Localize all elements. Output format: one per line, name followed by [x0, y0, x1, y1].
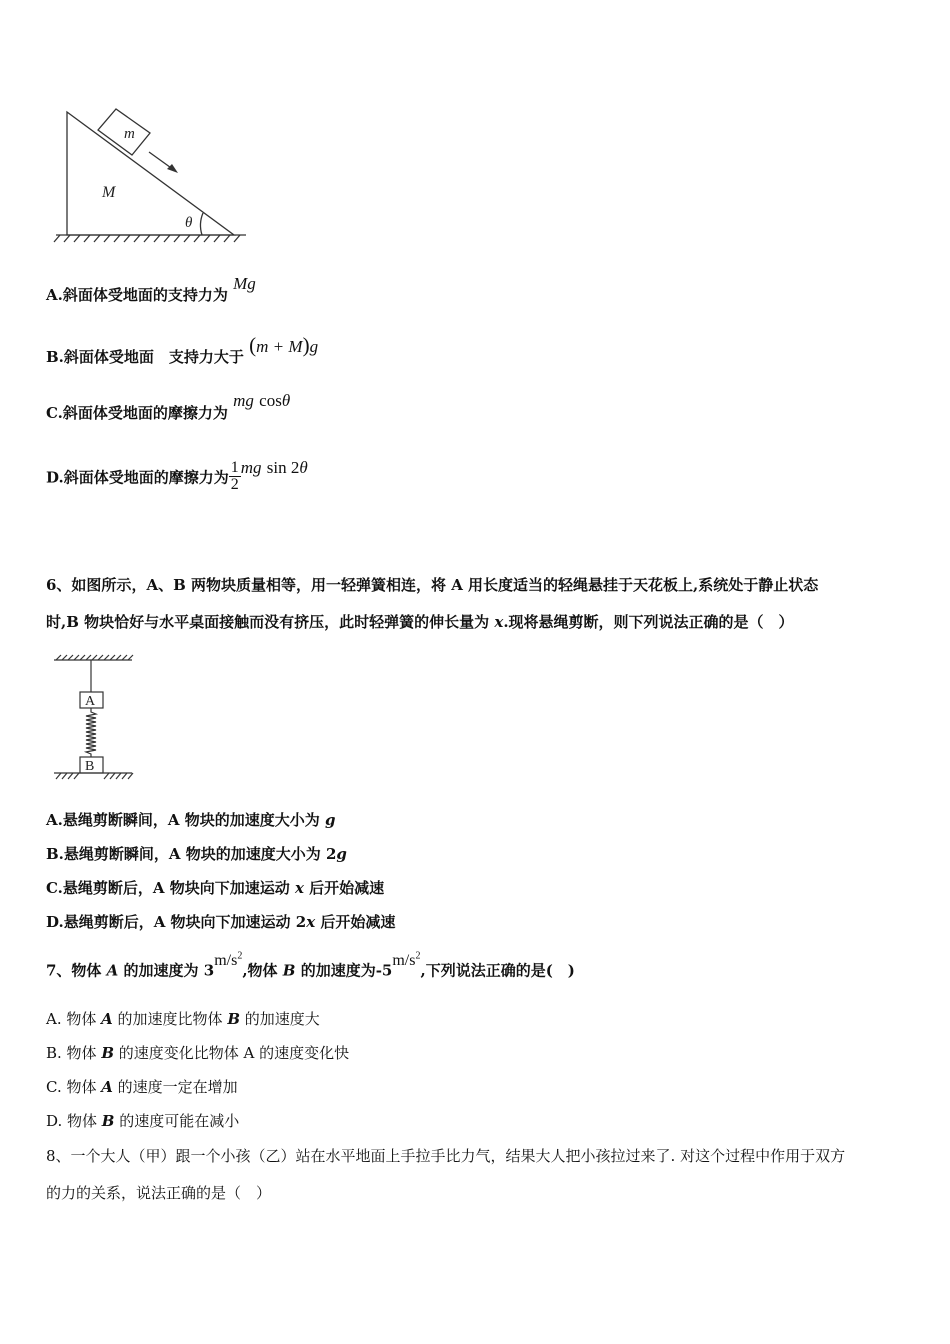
q5-option-d: D.斜面体受地面的摩擦力为 $\frac{1}{2}$ mg sin 2θ	[46, 457, 308, 493]
incline-wedge	[67, 112, 234, 235]
q6-option-b: B.悬绳剪断瞬间，A 物块的加速度大小为 2g	[46, 845, 347, 863]
q5-option-b: B.斜面体受地面 支持力大于 (m + M)g	[46, 333, 319, 366]
q8-stem-line1: 8、一个大人（甲）跟一个小孩（乙）站在水平地面上手拉手比力气，结果大人把小孩拉过来了. 对这个过程中作用于双方	[46, 1147, 846, 1165]
q7-option-d: D. 物体 B 的速度可能在减小	[46, 1112, 240, 1130]
unit-accel-2: $m/s^2$	[392, 951, 421, 970]
q7-stem: 7、物体 A 的加速度为 $3m/s^2$,物体 B 的加速度为$-5m/s^2$,下列说法正确的是( )	[46, 951, 575, 980]
spring-figure	[50, 652, 136, 782]
q6-stem-line1: 6、如图所示，A、B 两物块质量相等，用一轻弹簧相连，将 A 用长度适当的轻绳悬挂于天花板上,系统处于静止状态	[46, 576, 819, 594]
angle-label: θ	[185, 215, 193, 231]
q5-option-c: C.斜面体受地面的摩擦力为 mg cosθ	[46, 391, 291, 422]
math-m-plus-M-g: (m + M)g	[249, 333, 319, 357]
ceiling-hatching	[56, 655, 133, 660]
block-b-label: B	[85, 759, 95, 774]
unit-accel-1: $m/s^2$	[214, 951, 243, 970]
q6-option-a: A.悬绳剪断瞬间，A 物块的加速度大小为 g	[46, 811, 336, 829]
angle-arc	[201, 213, 203, 235]
q6-stem-line2: 时,B 物块恰好与水平桌面接触而没有挤压，此时轻弹簧的伸长量为 x.现将悬绳剪断，则下列说法正确的是（ ）	[46, 613, 794, 631]
q8-stem-line2: 的力的关系，说法正确的是（ ）	[46, 1184, 272, 1202]
q7-option-c: C. 物体 A 的速度一定在增加	[46, 1078, 238, 1096]
math-mg-cos-theta: mg cosθ	[233, 391, 291, 410]
ground-hatching	[54, 235, 240, 242]
q7-option-b: B. 物体 B 的速度变化比物体 A 的速度变化快	[46, 1044, 350, 1062]
fraction-one-half: $\frac{1}{2}$	[230, 459, 239, 493]
incline-figure	[50, 100, 255, 250]
q6-option-d: D.悬绳剪断后，A 物块向下加速运动 2x 后开始减速	[46, 913, 396, 931]
q6-option-c: C.悬绳剪断后，A 物块向下加速运动 x 后开始减速	[46, 879, 385, 897]
block-a-label: A	[85, 694, 96, 709]
spring	[86, 708, 96, 757]
block-label: m	[124, 126, 135, 142]
wedge-label: M	[102, 184, 116, 201]
q5-option-a: A.斜面体受地面的支持力为 Mg	[46, 274, 256, 304]
math-mg: Mg	[233, 274, 256, 293]
table-hatching	[56, 773, 133, 779]
q7-option-a: A. 物体 A 的加速度比物体 B 的加速度大	[46, 1010, 320, 1028]
